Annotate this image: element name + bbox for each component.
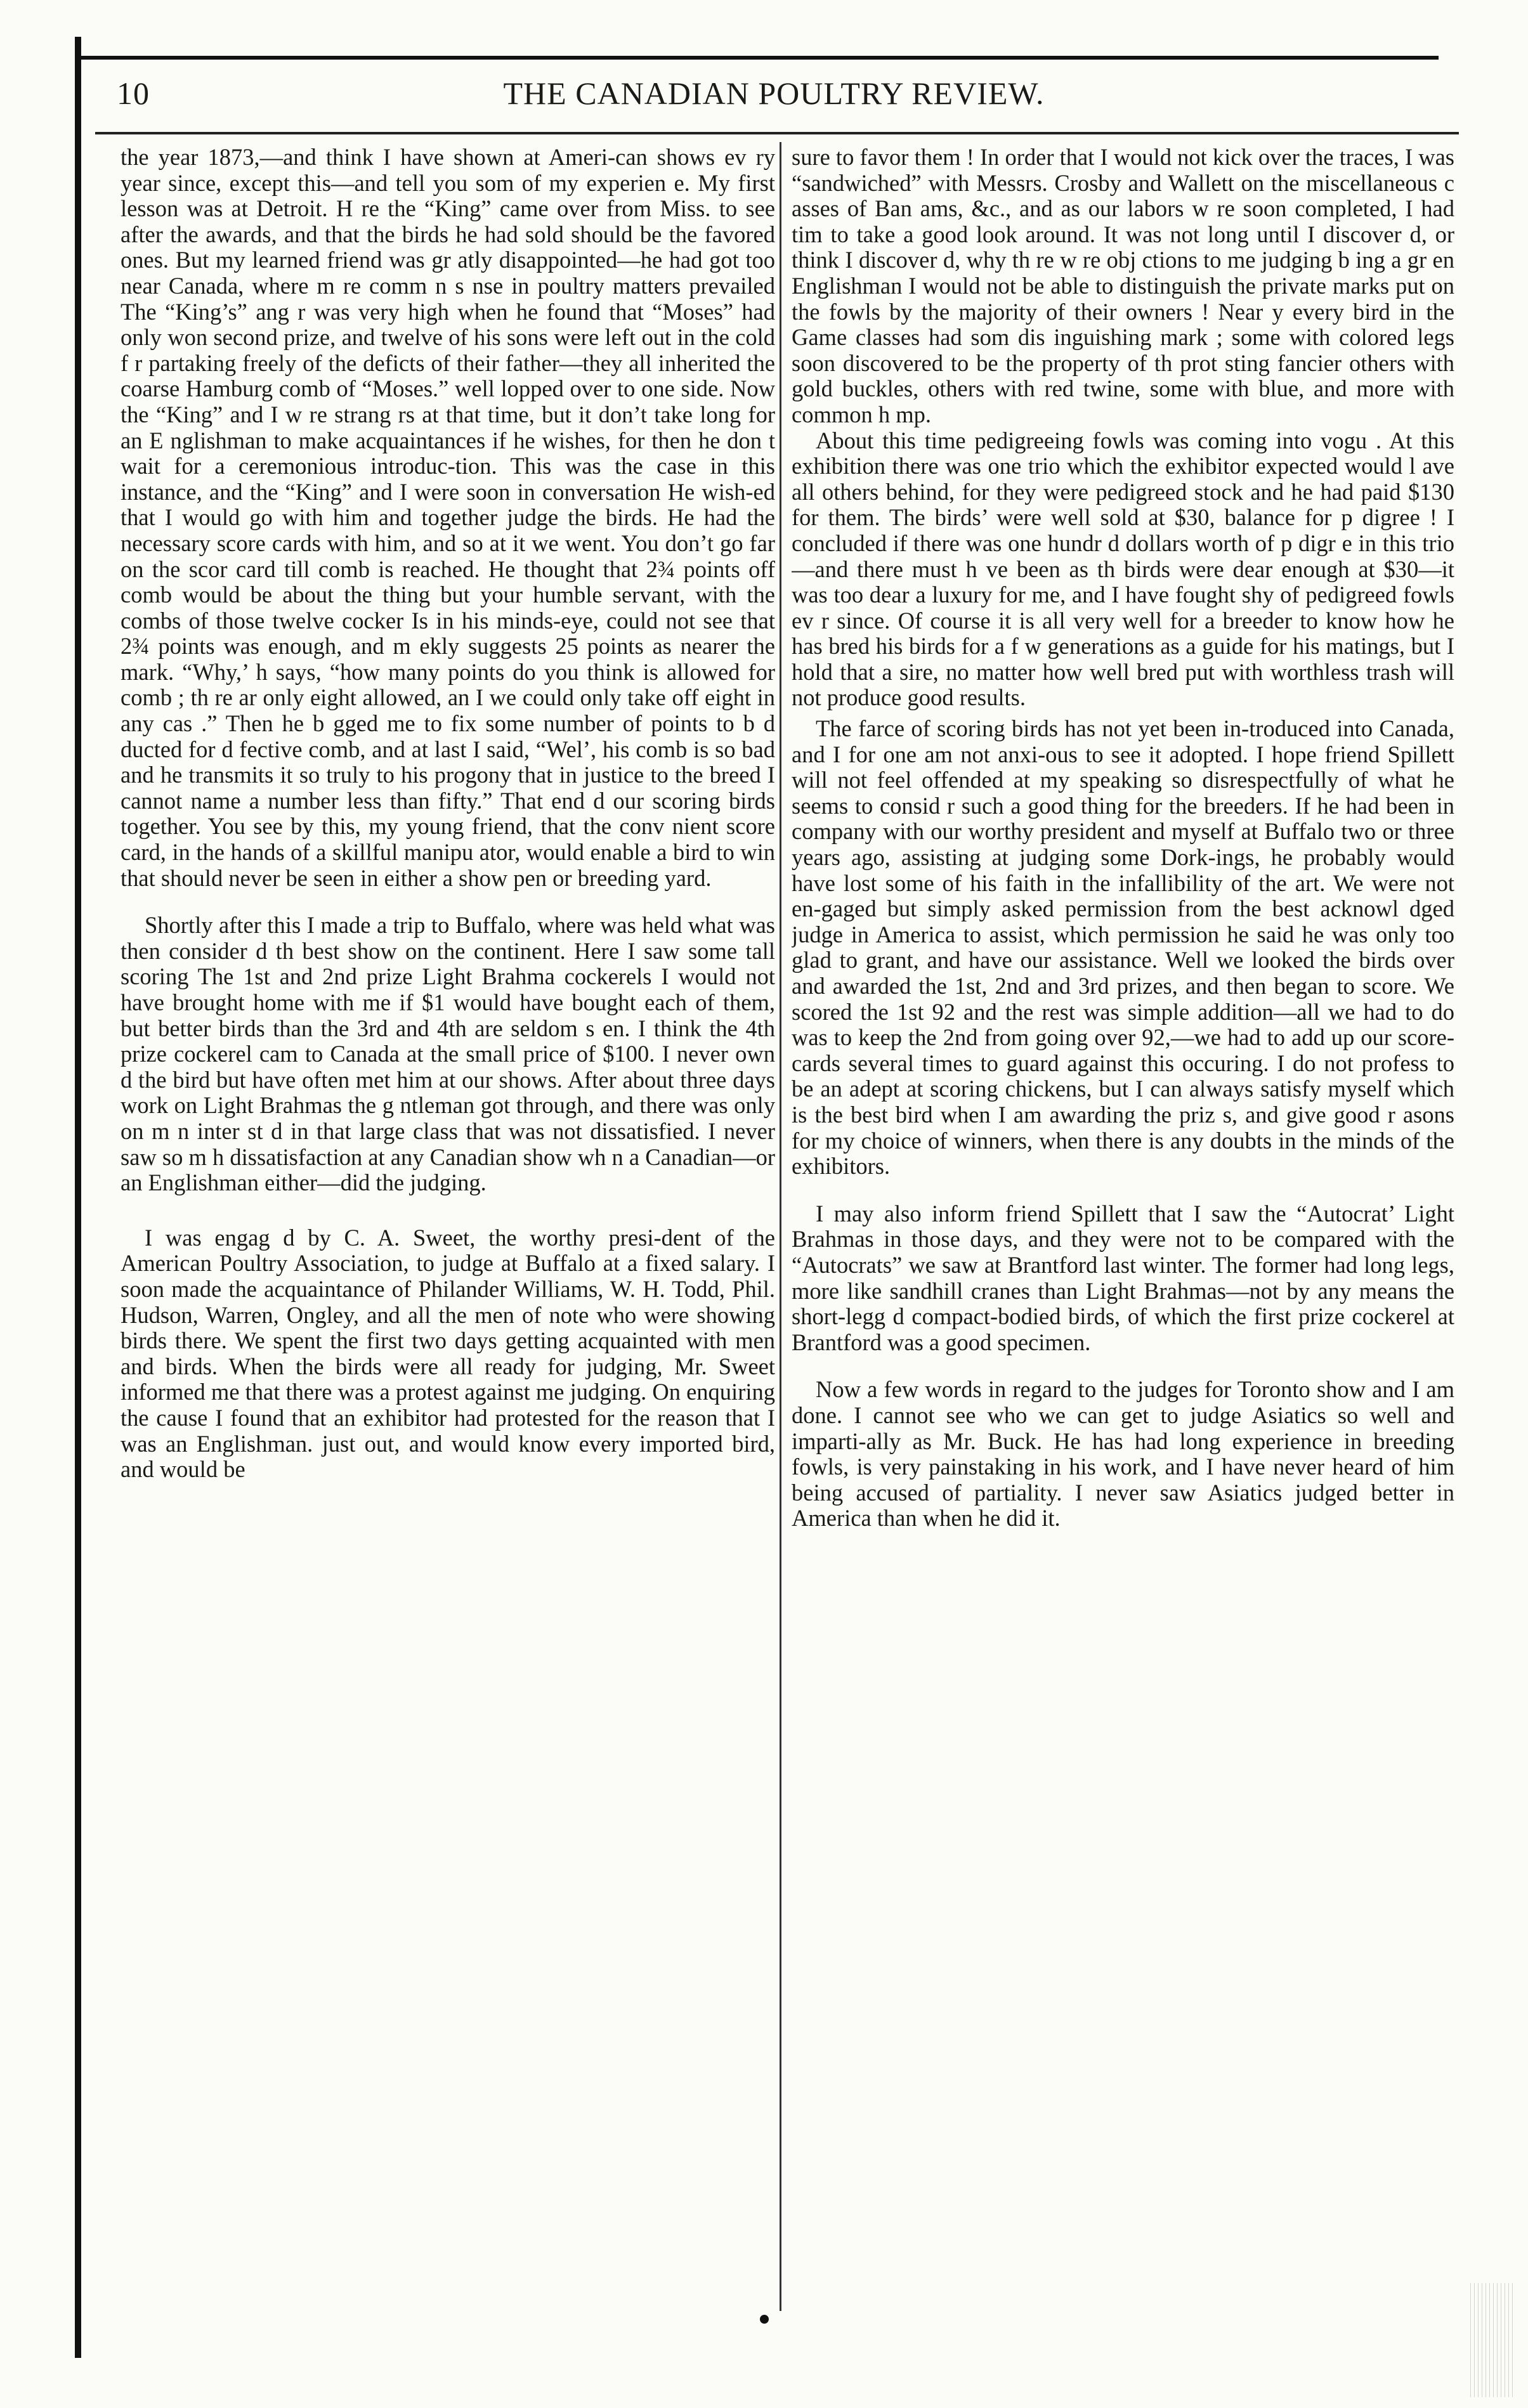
right-column xyxy=(792,145,1454,2307)
paragraph: sure to favor them ! In order that I would not kick over the traces, I was “sandwiched” with Messrs. Crosby and Wallett on the miscellaneous c asses of Ban ams, &c., and as our labors w re soon completed, I had tim to take a good look around. It was not long until I discover d, or think I discover d, why th re w re obj ctions to me judging b ing a gr en Englishman I would not be able to distinguish the private marks put on the fowls by the majority of their owners ! Near y every bird in the Game classes had som dis inguishing mark ; some with colored legs soon discovered to be the property of th prot sting fancier others with gold buckles, others with red twine, some with blue, and more with common h mp. xyxy=(792,145,1454,427)
paragraph: the year 1873,—and think I have shown at Ameri-can shows ev ry year since, except this—and tell you som of my experien e. My first lesson was at Detroit. H re the “King” came over from Miss. to see after the awards, and that the birds he had sold should be the favored ones. But my learned friend was gr atly disappointed—he had got too near Canada, where m re comm n s nse in poultry matters prevailed The “King’s” ang r was very high when he found that “Moses” had only won second prize, and twelve of his sons were left out in the cold f r partaking freely of the deficts of their father—they all inherited the coarse Hamburg comb of “Moses.” well lopped over to one side. Now the “King” and I w re strang rs at that time, but it don’t take long for an E nglishman to make acquaintances if he wishes, for then he don t wait for a ceremonious introduc-tion. This was the case in this instance, and the “King” and I were soon in conversation He wish-ed that I would go with him and together judge the birds. He had the necessary score cards with him, and so at it we went. You don’t go far on the scor card till comb is reached. He thought that 2¾ points off comb would be about the thing but your humble servant, with the combs of those twelve cocker Is in his minds-eye, could not see that 2¾ points was enough, and m ekly suggests 25 points as nearer the mark. “Why,’ h says, “how many points do you think is allowed for comb ; th re ar only eight allowed, an I we could only take off eight in any cas .” Then he b gged me to fix some number of points to b d ducted for d fective comb, and at last I said, “Wel’, his comb is so bad and he transmits it so truly to his progony that in justice to the breed I cannot name a number less than fifty.” That end d our scoring birds together. You see by this, my young friend, that the conv nient score card, in the hands of a skillful manipu ator, would enable a bird to win that should never be seen in either a show pen or breeding yard. xyxy=(121,145,775,891)
top-border-rule xyxy=(75,56,1439,60)
page-number: 10 xyxy=(117,75,150,111)
paragraph: I was engag d by C. A. Sweet, the worthy presi-dent of the American Poultry Association, to judge at Buffalo at a fixed salary. I soon made the acquaintance of Philander Williams, W. H. Todd, Phil. Hudson, Warren, Ongley, and all the men of note who were showing birds there. We spent the first two days getting acquainted with men and birds. When the birds were all ready for judging, Mr. Sweet informed me that there was a protest against me judging. On enquiring the cause I found that an exhibitor had protested for the reason that I was an Englishman. just out, and would know every imported bird, and would be xyxy=(121,1224,775,1483)
paragraph: Shortly after this I made a trip to Buffalo, where was held what was then consider d th best show on the continent. Here I saw some tall scoring The 1st and 2nd prize Light Brahma cockerels I would not have brought home with me if $1 would have bought each of them, but better birds than the 3rd and 4th are seldom s en. I think the 4th prize cockerel cam to Canada at the small price of $100. I never own d the bird but have often met him at our shows. After about three days work on Light Brahmas the g ntleman got through, and there was only on m n inter st d in that large class that was not dissatisfied. I never saw so m h dissatisfaction at any Canadian show wh n a Canadian—or an Englishman either—did the judging. xyxy=(121,912,775,1196)
left-border-rule xyxy=(75,37,81,2358)
paragraph: I may also inform friend Spillett that I saw the “Autocrat’ Light Brahmas in those days, and they were not to be compared with the “Autocrats” we saw at Brantford last winter. The former had long legs, more like sandhill cranes than Light Brahmas—not by any means the short-legg d compact-bodied birds, of which the first prize cockerel at Brantford was a good specimen. xyxy=(792,1200,1454,1355)
journal-title: THE CANADIAN POULTRY REVIEW. xyxy=(503,75,1045,111)
paragraph: About this time pedigreeing fowls was coming into vogu . At this exhibition there was one trio which the exhibitor expected would l ave all others behind, for they were pedigreed stock and he had paid $130 for them. The birds’ were well sold at $30, balance for p digree ! I concluded if there was one hundr d dollars worth of p digr e in this trio—and there must h ve been as th birds were dear enough at $30—it was too dear a luxury for me, and I have fought shy of pedigreed fowls ev r since. Of course it is all very well for a breeder to know how he has bred his birds for a f w generations as a guide for his matings, but I hold that a sire, no matter how well bred put with worthless trash will not produce good results. xyxy=(792,427,1454,711)
paragraph: Now a few words in regard to the judges for Toronto show and I am done. I cannot see who we can get to judge Asiatics so well and imparti-ally as Mr. Buck. He has had long experience in breeding fowls, is very painstaking in his work, and I have never heard of him being accused of partiality. I never saw Asiatics judged better in America than when he did it. xyxy=(792,1376,1454,1532)
page-end-ornament xyxy=(760,2315,769,2324)
paragraph: The farce of scoring birds has not yet been in-troduced into Canada, and I for one am not anxi-ous to see it adopted. I hope friend Spillett will not feel offended at my speaking so disrespectfully of what he seems to consid r such a good thing for the breeders. If he had been in company with our worthy president and myself at Buffalo two or three years ago, assisting at judging some Dork-ings, he probably would have lost some of his faith in the infallibility of the art. We were not en-gaged but simply asked permission from the best acknowl dged judge in America to assist, which permission he said he was only too glad to grant, and have our assistance. Well we looked the birds over and awarded the 1st, 2nd and 3rd prizes, and then began to score. We scored the 1st 92 and the rest was simple addition—all we had to do was to keep the 2nd from going over 92,—we had to add up our score-cards several times to guard against this occuring. I do not profess to be an adept at scoring chickens, but I can always satisfy myself which is the best bird when I am awarding the priz s, and give good r asons for my choice of winners, when there is any doubts in the minds of the exhibitors. xyxy=(792,715,1454,1180)
header-rule xyxy=(95,132,1459,134)
left-column xyxy=(121,145,775,2307)
page-header xyxy=(101,75,1446,119)
scan-edge-artifact xyxy=(1470,2283,1515,2397)
column-divider xyxy=(780,142,781,2311)
